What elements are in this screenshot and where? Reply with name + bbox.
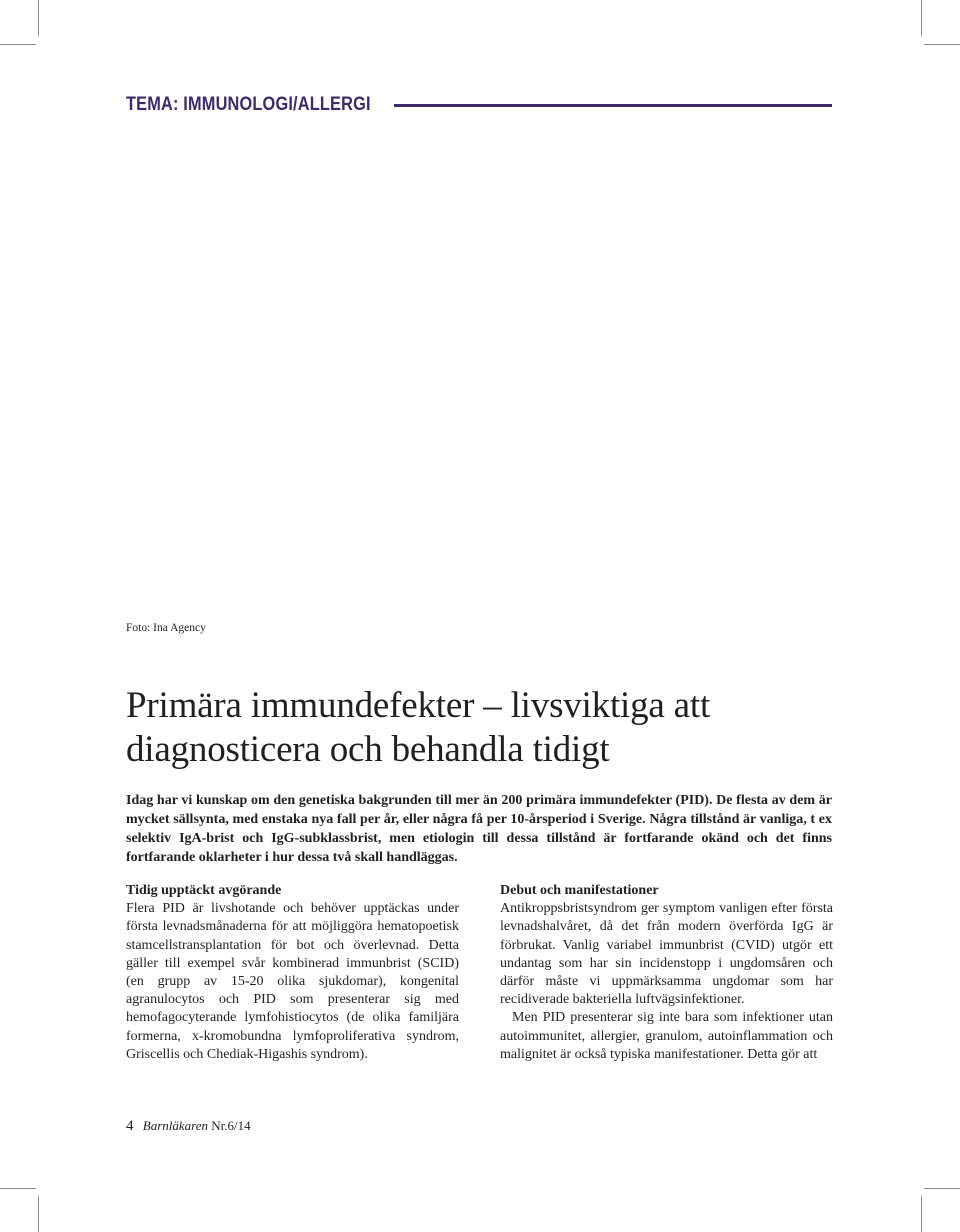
section-heading: Debut och manifestationer: [500, 883, 659, 898]
right-column: [500, 882, 833, 1064]
left-column: [126, 882, 459, 1064]
crop-mark: [0, 1188, 36, 1189]
crop-mark: [38, 0, 39, 36]
paragraph: Antikroppsbristsyndrom ger symptom vanligen efter första levnadshalvåret, då det från modern överförda IgG är förbrukat. Vanlig variabel immunbrist (CVID) utgör ett undantag som har sin incidenstopp i ungdomsåren och därför måste vi uppmärksamma ungdomar som har recidiverade bakteriella luftvägsinfektioner.: [500, 901, 833, 1008]
page-number: 4: [126, 1118, 134, 1134]
theme-label: TEMA: IMMUNOLOGI/ALLERGI: [126, 94, 371, 115]
crop-mark: [921, 0, 922, 36]
paragraph: Flera PID är livshotande och behöver upptäckas under första levnadsmånaderna för att möjliggöra hematopoetisk stamcellstransplantation för bot och överlevnad. Detta gäller till exempel svår kombinerad immunbrist (SCID) (en grupp av 15-20 olika sjukdomar), kongenital agranulocytos och PID som presenterar sig med hemofagocyterande lymfohistiocytos (de olika familjära formerna, x-kromobundna lymfoproliferativa syndrom, Griscellis och Chediak-Higashis syndrom).: [126, 901, 459, 1062]
photo-credit: Foto: Ina Agency: [126, 622, 206, 634]
crop-mark: [921, 1196, 922, 1232]
headline-line-2: diagnosticera och behandla tidigt: [126, 729, 610, 770]
page-footer: [126, 1118, 251, 1135]
article-ingress: Idag har vi kunskap om den genetiska bakgrunden till mer än 200 primära immundefekter (PID). De flesta av dem är mycket sällsynta, med enstaka nya fall per år, eller några få per 10-årsperiod i Sverige. Några tillstånd är vanliga, t ex selektiv IgA-brist och IgG-subklassbrist, men etiologin till dessa tillstånd är fortfarande okänd och det finns fortfarande oklarheter i hur dessa två skall handläggas.: [126, 793, 832, 865]
theme-header: [126, 92, 832, 118]
magazine-name: Barnläkaren: [142, 1118, 208, 1133]
crop-mark: [0, 44, 36, 45]
crop-mark: [924, 44, 960, 45]
article-headline: [126, 684, 846, 772]
crop-mark: [38, 1196, 39, 1232]
headline-line-1: Primära immundefekter – livsviktiga att: [126, 685, 711, 726]
section-heading: Tidig upptäckt avgörande: [126, 883, 282, 898]
paragraph: Men PID presenterar sig inte bara som infektioner utan autoimmunitet, allergier, granulom, autoinflammation och malignitet är också typiska manifestationer. Detta gör att: [500, 1010, 833, 1062]
crop-mark: [924, 1188, 960, 1189]
issue-number: Nr.6/14: [211, 1118, 251, 1133]
theme-rule: [394, 104, 832, 107]
